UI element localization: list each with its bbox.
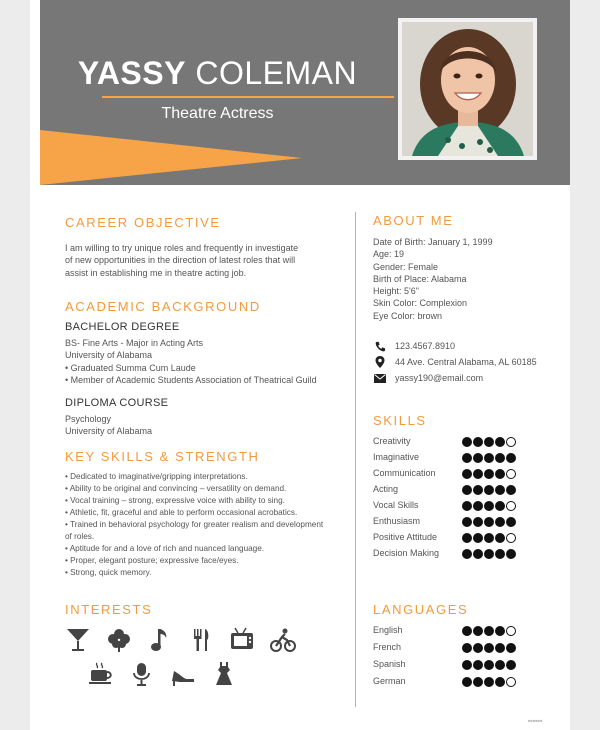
skill-rating — [462, 533, 516, 543]
dress-icon — [211, 661, 237, 687]
full-name — [40, 55, 395, 92]
language-rating — [462, 626, 516, 636]
list-item: • Proper, elegant posture; expressive face/eyes. — [65, 556, 239, 565]
skill-name: Communication — [373, 468, 436, 478]
phone-number: 123.4567.8910 — [395, 341, 456, 351]
rating-dot-filled — [495, 517, 505, 527]
key-skills-heading: KEY SKILLS & STRENGTH — [65, 449, 260, 464]
rating-dot-filled — [495, 643, 505, 653]
career-objective-heading: CAREER OBJECTIVE — [65, 215, 221, 230]
rating-dot-filled — [462, 485, 472, 495]
email-row — [373, 372, 483, 384]
rating-dot-filled — [484, 643, 494, 653]
phone-icon — [373, 340, 387, 352]
resume-page — [30, 0, 570, 730]
rating-dot-filled — [473, 485, 483, 495]
job-title: Theatre Actress — [161, 105, 274, 122]
coffee-icon — [88, 661, 114, 687]
language-rating — [462, 643, 516, 653]
language-name: English — [373, 625, 403, 635]
skill-rating — [462, 437, 516, 447]
rating-dot-filled — [506, 549, 516, 559]
skill-name: Acting — [373, 484, 399, 494]
envelope-icon — [373, 372, 387, 384]
skill-rating — [462, 453, 516, 463]
microphone-icon — [129, 661, 155, 687]
rating-dot-filled — [473, 501, 483, 511]
rating-dot-filled — [473, 469, 483, 479]
list-item: • Ability to be original and convincing – versatility on demand. — [65, 484, 287, 493]
rating-dot-filled — [506, 517, 516, 527]
list-item: • Aptitude for and a love of rich and nuanced language. — [65, 544, 265, 553]
rating-dot-filled — [484, 533, 494, 543]
rating-dot-filled — [462, 517, 472, 527]
rating-dot-filled — [462, 677, 472, 687]
tv-icon — [229, 627, 255, 653]
rating-dot-filled — [473, 549, 483, 559]
rating-dot-filled — [473, 437, 483, 447]
watermark: ■■■■■■ — [528, 718, 543, 723]
skill-rating — [462, 517, 516, 527]
language-rating — [462, 677, 516, 687]
rating-dot-filled — [473, 660, 483, 670]
skills-heading: SKILLS — [373, 413, 427, 428]
degree2-title: DIPLOMA COURSE — [65, 397, 169, 409]
list-item: • Vocal training – strong, expressive voice with ability to sing. — [65, 496, 285, 505]
list-item: • Athletic, fit, graceful and able to perform occasional acrobatics. — [65, 508, 298, 517]
last-name: COLEMAN — [195, 55, 358, 91]
list-item: of roles. — [65, 532, 95, 541]
first-name: YASSY — [77, 55, 186, 91]
rating-dot-filled — [462, 660, 472, 670]
rating-dot-filled — [495, 677, 505, 687]
rating-dot-filled — [495, 660, 505, 670]
column-divider — [355, 212, 356, 707]
degree2-details: Psychology University of Alabama — [65, 414, 153, 437]
rating-dot-filled — [462, 533, 472, 543]
degree1-details: BS- Fine Arts - Major in Acting Arts University of Alabama • Graduated Summa Cum Laude • Member of Academic Students Association of Theatrical Guild — [65, 338, 317, 385]
address: 44 Ave. Central Alabama, AL 60185 — [395, 357, 537, 367]
list-item: • Strong, quick memory. — [65, 568, 152, 577]
skill-name: Creativity — [373, 436, 411, 446]
name-divider — [102, 96, 394, 98]
flower-icon — [106, 627, 132, 653]
rating-dot-filled — [484, 469, 494, 479]
rating-dot-filled — [506, 643, 516, 653]
rating-dot-filled — [495, 453, 505, 463]
key-skills-list — [65, 471, 323, 579]
rating-dot-filled — [473, 643, 483, 653]
rating-dot-filled — [495, 533, 505, 543]
rating-dot-filled — [495, 626, 505, 636]
academic-heading: ACADEMIC BACKGROUND — [65, 299, 261, 314]
interests-heading: INTERESTS — [65, 602, 153, 617]
rating-dot-empty — [506, 677, 516, 687]
languages-heading: LANGUAGES — [373, 602, 469, 617]
email-address[interactable]: yassy190@email.com — [395, 373, 484, 383]
skill-name: Enthusiasm — [373, 516, 421, 526]
rating-dot-empty — [506, 501, 516, 511]
rating-dot-filled — [484, 485, 494, 495]
rating-dot-filled — [484, 437, 494, 447]
location-pin-icon — [373, 356, 387, 368]
rating-dot-filled — [484, 453, 494, 463]
rating-dot-filled — [473, 517, 483, 527]
rating-dot-filled — [484, 517, 494, 527]
rating-dot-empty — [506, 437, 516, 447]
rating-dot-filled — [473, 626, 483, 636]
skill-rating — [462, 501, 516, 511]
language-name: Spanish — [373, 659, 406, 669]
rating-dot-filled — [484, 660, 494, 670]
rating-dot-empty — [506, 626, 516, 636]
skill-name: Imaginative — [373, 452, 420, 462]
list-item: • Trained in behavioral psychology for greater realism and development — [65, 520, 324, 529]
skill-rating — [462, 469, 516, 479]
rating-dot-filled — [506, 660, 516, 670]
language-name: German — [373, 676, 406, 686]
career-objective-text: I am willing to try unique roles and frequently in investigate of new opportunities in the direction of latest roles that will assist in establishing me in theatre acting job. — [65, 243, 299, 278]
rating-dot-filled — [495, 485, 505, 495]
language-rating — [462, 660, 516, 670]
rating-dot-filled — [473, 533, 483, 543]
list-item: • Dedicated to imaginative/gripping interpretations. — [65, 472, 248, 481]
orange-accent-shape — [40, 130, 302, 185]
rating-dot-filled — [462, 469, 472, 479]
profile-photo-frame — [398, 18, 537, 160]
cycling-icon — [270, 627, 296, 653]
rating-dot-filled — [462, 453, 472, 463]
rating-dot-filled — [462, 549, 472, 559]
rating-dot-filled — [473, 453, 483, 463]
rating-dot-filled — [484, 626, 494, 636]
skill-rating — [462, 549, 516, 559]
dining-icon — [188, 627, 214, 653]
rating-dot-empty — [506, 533, 516, 543]
profile-photo — [402, 22, 533, 156]
cocktail-icon — [65, 627, 91, 653]
language-name: French — [373, 642, 402, 652]
rating-dot-filled — [495, 501, 505, 511]
rating-dot-filled — [484, 677, 494, 687]
rating-dot-filled — [462, 437, 472, 447]
rating-dot-empty — [506, 469, 516, 479]
rating-dot-filled — [495, 469, 505, 479]
music-icon — [147, 627, 173, 653]
rating-dot-filled — [506, 453, 516, 463]
rating-dot-filled — [484, 549, 494, 559]
rating-dot-filled — [462, 626, 472, 636]
rating-dot-filled — [484, 501, 494, 511]
skill-name: Decision Making — [373, 548, 440, 558]
rating-dot-filled — [473, 677, 483, 687]
skill-rating — [462, 485, 516, 495]
rating-dot-filled — [495, 549, 505, 559]
skill-name: Vocal Skills — [373, 500, 419, 510]
rating-dot-filled — [462, 643, 472, 653]
about-details: Date of Birth: January 1, 1999 Age: 19 Gender: Female Birth of Place: Alabama Height: 5'6" Skin Color: Complexion Eye Color: brown — [373, 237, 493, 321]
phone-row — [373, 340, 455, 352]
address-row — [373, 356, 537, 368]
rating-dot-filled — [506, 485, 516, 495]
high-heel-icon — [170, 661, 196, 687]
rating-dot-filled — [495, 437, 505, 447]
rating-dot-filled — [462, 501, 472, 511]
degree1-title: BACHELOR DEGREE — [65, 321, 180, 333]
about-heading: ABOUT ME — [373, 213, 454, 228]
skill-name: Positive Attitude — [373, 532, 438, 542]
